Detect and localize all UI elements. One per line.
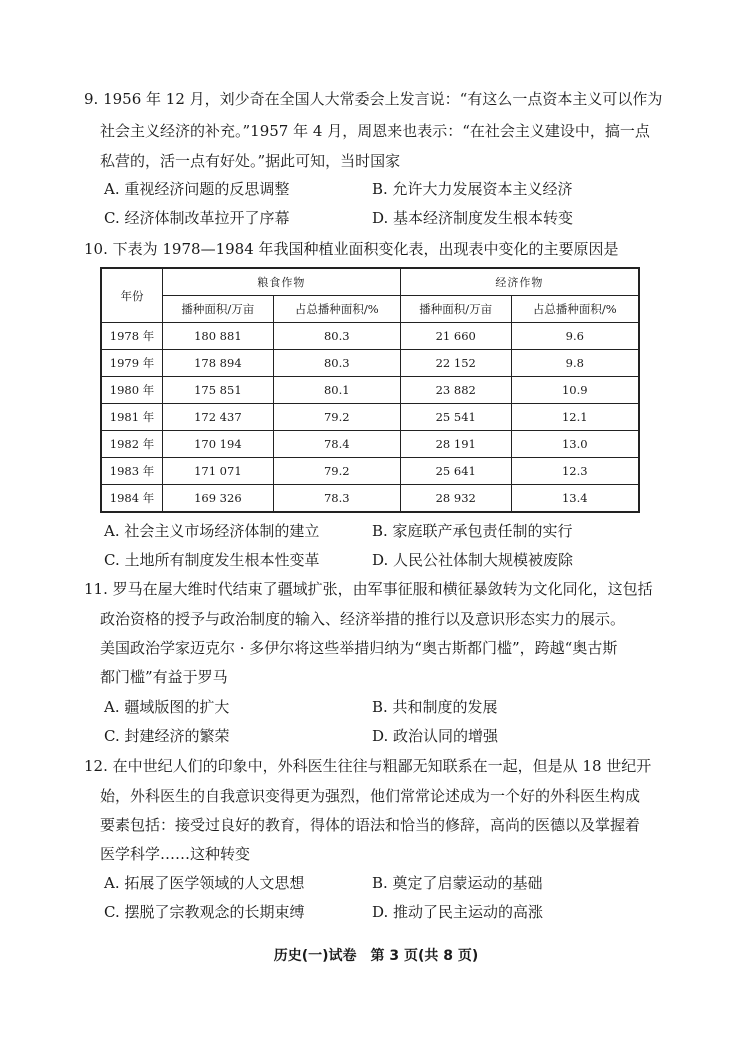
table-row	[101, 404, 639, 431]
table-cell: 12.1	[511, 404, 639, 431]
q9-stem-line-3: 私营的，活一点有好处。”据此可知，当时国家	[100, 152, 401, 170]
q9-option-c[interactable]: C. 经济体制改革拉开了序幕	[104, 209, 290, 227]
table-row	[101, 350, 639, 377]
table-cell: 21 660	[400, 323, 511, 350]
table-cell-year: 1981 年	[101, 404, 163, 431]
page-footer: 历史(一)试卷 第 3 页(共 8 页)	[273, 948, 479, 964]
table-cell: 22 152	[400, 350, 511, 377]
q10-stem: 10. 下表为 1978—1984 年我国种植业面积变化表，出现表中变化的主要原因是	[84, 240, 619, 258]
table-subheader: 播种面积/万亩	[163, 296, 274, 323]
table-cell: 25 641	[400, 458, 511, 485]
table-cell: 23 882	[400, 377, 511, 404]
planting-area-table	[100, 267, 640, 513]
table-cell: 175 851	[163, 377, 274, 404]
table-cell: 10.9	[511, 377, 639, 404]
table-subheader: 占总播种面积/%	[273, 296, 400, 323]
q10-option-c[interactable]: C. 土地所有制度发生根本性变革	[104, 551, 320, 569]
table-cell: 13.4	[511, 485, 639, 513]
table-subheader: 占总播种面积/%	[511, 296, 639, 323]
q11-option-d[interactable]: D. 政治认同的增强	[372, 727, 499, 745]
q10-option-a[interactable]: A. 社会主义市场经济体制的建立	[104, 522, 320, 540]
table-subheader: 播种面积/万亩	[400, 296, 511, 323]
q12-stem-line-3: 要素包括：接受过良好的教育，得体的语法和恰当的修辞，高尚的医德以及掌握着	[100, 816, 641, 834]
table-cell: 78.4	[273, 431, 400, 458]
q11-option-a[interactable]: A. 疆域版图的扩大	[104, 698, 230, 716]
table-cell: 171 071	[163, 458, 274, 485]
table-cell: 9.8	[511, 350, 639, 377]
table-cell: 172 437	[163, 404, 274, 431]
q9-stem-line-2: 社会主义经济的补充。”1957 年 4 月，周恩来也表示：“在社会主义建设中，搞一点	[100, 122, 650, 140]
table-cell: 79.2	[273, 404, 400, 431]
q9-option-b[interactable]: B. 允许大力发展资本主义经济	[372, 180, 573, 198]
table-cell-year: 1978 年	[101, 323, 163, 350]
table-cell-year: 1982 年	[101, 431, 163, 458]
q11-option-c[interactable]: C. 封建经济的繁荣	[104, 727, 230, 745]
q12-option-d[interactable]: D. 推动了民主运动的高涨	[372, 903, 544, 921]
q12-option-a[interactable]: A. 拓展了医学领域的人文思想	[104, 874, 305, 892]
table-cell: 180 881	[163, 323, 274, 350]
q11-stem-line-4: 都门槛”有益于罗马	[100, 668, 228, 686]
table-header-year: 年份	[101, 268, 163, 323]
table-cell-year: 1979 年	[101, 350, 163, 377]
q12-stem-line-4: 医学科学……这种转变	[100, 845, 251, 863]
table-cell: 25 541	[400, 404, 511, 431]
q9-stem-line-1: 9. 1956 年 12 月，刘少奇在全国人大常委会上发言说：“有这么一点资本主义可以作为	[84, 90, 663, 108]
table-cell: 9.6	[511, 323, 639, 350]
q11-stem-line-2: 政治资格的授予与政治制度的输入、经济举措的推行以及意识形态实力的展示。	[100, 610, 626, 628]
q11-stem-line-1: 11. 罗马在屋大维时代结束了疆域扩张，由军事征服和横征暴敛转为文化同化，这包括	[84, 580, 653, 598]
table-cell: 80.3	[273, 350, 400, 377]
table-cell: 80.3	[273, 323, 400, 350]
table-cell: 78.3	[273, 485, 400, 513]
q12-stem-line-2: 始，外科医生的自我意识变得更为强烈，他们常常论述成为一个好的外科医生构成	[100, 787, 641, 805]
q11-stem-line-3: 美国政治学家迈克尔 · 多伊尔将这些举措归纳为“奥古斯都门槛”，跨越“奥古斯	[100, 639, 618, 657]
table-header-grain: 粮食作物	[163, 268, 401, 296]
table-row	[101, 431, 639, 458]
table-cell: 79.2	[273, 458, 400, 485]
table-cell: 13.0	[511, 431, 639, 458]
table-row	[101, 485, 639, 513]
q12-option-c[interactable]: C. 摆脱了宗教观念的长期束缚	[104, 903, 305, 921]
table-row	[101, 323, 639, 350]
q9-option-d[interactable]: D. 基本经济制度发生根本转变	[372, 209, 574, 227]
q12-option-b[interactable]: B. 奠定了启蒙运动的基础	[372, 874, 543, 892]
table-cell: 169 326	[163, 485, 274, 513]
table-cell: 28 932	[400, 485, 511, 513]
table-cell: 170 194	[163, 431, 274, 458]
table-row	[101, 377, 639, 404]
table-header-economic: 经济作物	[400, 268, 639, 296]
q11-option-b[interactable]: B. 共和制度的发展	[372, 698, 498, 716]
table-cell: 28 191	[400, 431, 511, 458]
q10-option-d[interactable]: D. 人民公社体制大规模被废除	[372, 551, 574, 569]
table-cell: 178 894	[163, 350, 274, 377]
q12-stem-line-1: 12. 在中世纪人们的印象中，外科医生往往与粗鄙无知联系在一起，但是从 18 世纪开	[84, 757, 652, 775]
table-cell: 12.3	[511, 458, 639, 485]
q9-option-a[interactable]: A. 重视经济问题的反思调整	[104, 180, 290, 198]
table-cell-year: 1983 年	[101, 458, 163, 485]
table-cell-year: 1980 年	[101, 377, 163, 404]
table-cell: 80.1	[273, 377, 400, 404]
table-cell-year: 1984 年	[101, 485, 163, 513]
q10-option-b[interactable]: B. 家庭联产承包责任制的实行	[372, 522, 573, 540]
table-row	[101, 458, 639, 485]
